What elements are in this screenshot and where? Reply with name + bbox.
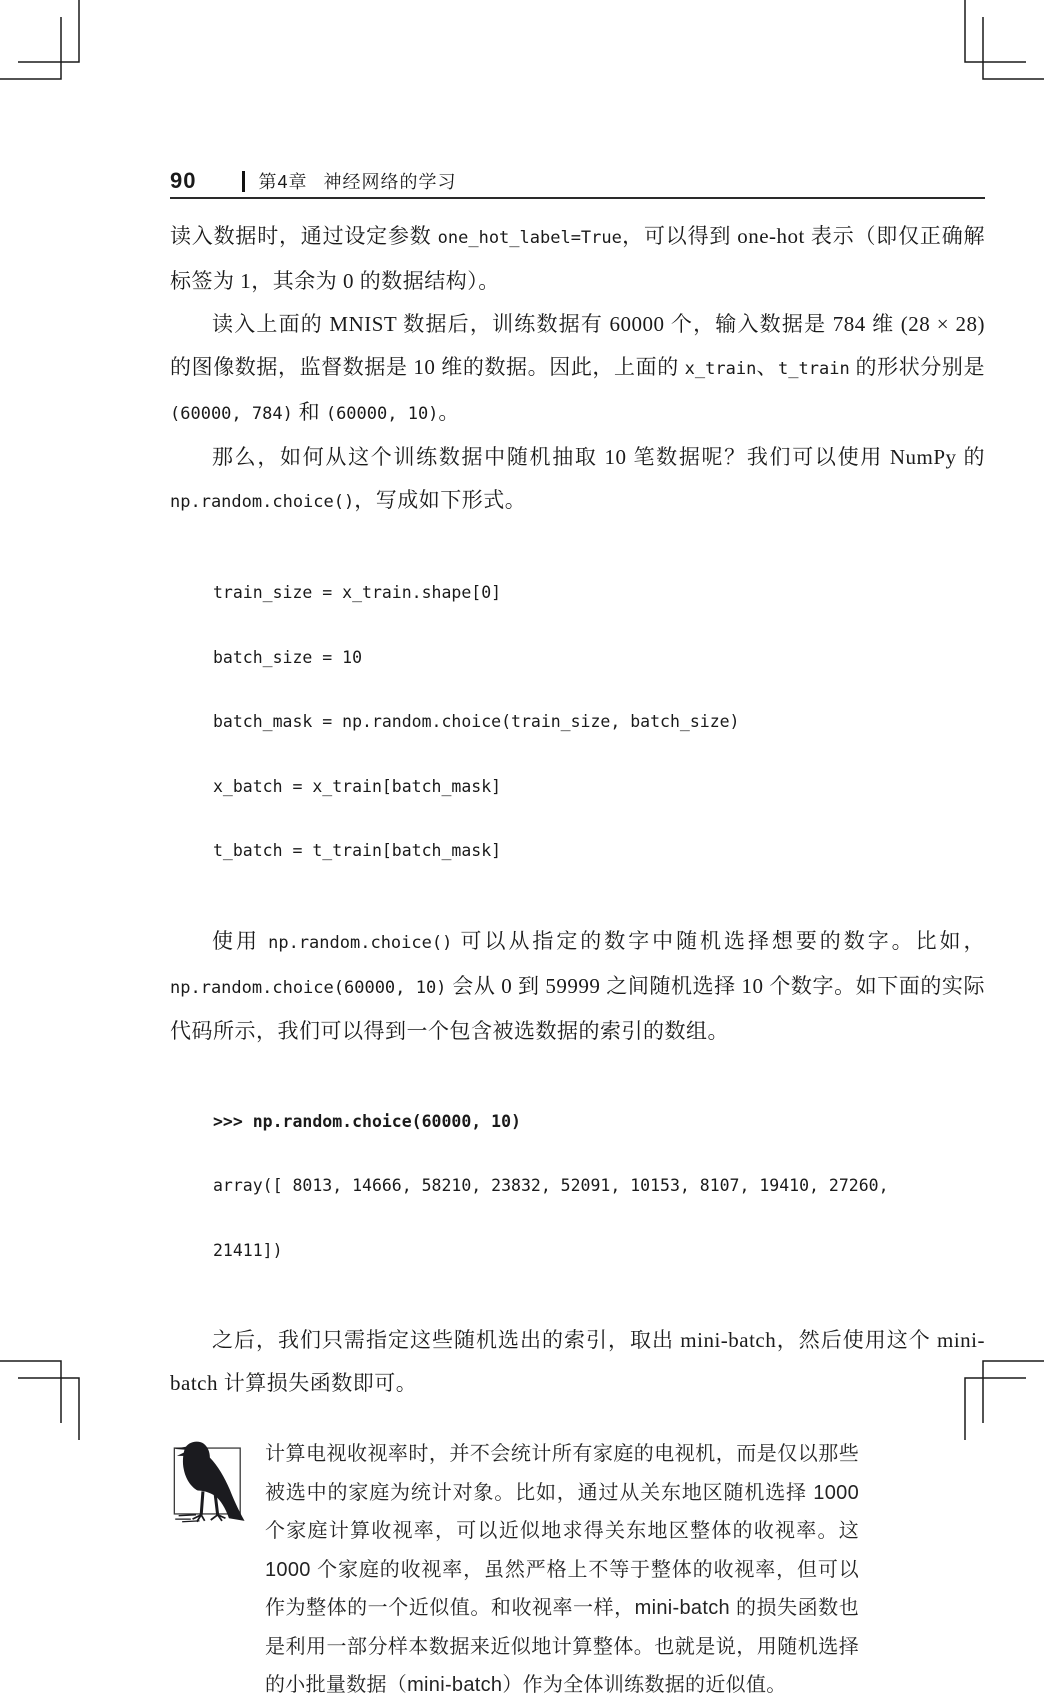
text-run: 读入上面的 MNIST 数据后，训练数据有 60000 个，输入数据是 784 维 (28 × 28) 的图像数据，监督数据是 10 维的数据。因此，上面的 [170, 312, 985, 379]
note-text: 计算电视收视率时，并不会统计所有家庭的电视机，而是仅以那些被选中的家庭为统计对象。比如，通过从关东地区随机选择 1000 个家庭计算收视率，可以近似地求得关东地区整体的收视率。这 1000 个家庭的收视率，虽然严格上不等于整体的收视率，但可以作为整体的一个近似值。和收视率一样，mini-batch 的损失函数也是利用一部分样本数据来近似地计算整体。也就是说，用随机选择的小批量数据（mini-batch）作为全体训练数据的近似值。 [265, 1443, 859, 1696]
crop-mark-top-right-inner [983, 17, 1044, 79]
inline-code: np.random.choice() [268, 932, 453, 953]
code-block-minibatch [213, 539, 985, 905]
text-run: 读入数据时，通过设定参数 [170, 224, 438, 248]
inline-code: np.random.choice(60000, 10) [170, 977, 447, 998]
text-run: 那么，如何从这个训练数据中随机抽取 10 笔数据呢？我们可以使用 NumPy 的 [212, 445, 985, 469]
inline-code: x_train [684, 359, 757, 379]
paragraph-mnist-shape [170, 303, 985, 436]
text-run: ，可以得到 one-hot 表示（即仅正确解标签为 1，其余为 0 的数据结构）。 [170, 224, 986, 293]
paragraph-one-hot [170, 215, 985, 303]
inline-code: np.random.choice() [170, 492, 355, 512]
text-run: 会从 0 到 59999 之间随机选择 10 个数字。如下面的实际代码所示，我们可以得到一个包含被选数据的索引的数组。 [170, 973, 986, 1043]
code-line: train_size = x_train.shape[0] [213, 583, 502, 602]
page-header [170, 168, 985, 194]
crop-mark-top-left-outer [18, 0, 79, 62]
crop-mark-bottom-left-outer [18, 1378, 79, 1440]
text-run: 。 [438, 400, 460, 424]
chapter-title: 神经网络的学习 [323, 172, 457, 192]
header-divider [242, 171, 245, 192]
header-rule [170, 197, 985, 199]
crow-icon [170, 1435, 248, 1527]
text-run: 可以从指定的数字中随机选择想要的数字。比如， [452, 928, 986, 953]
code-line-input: >>> np.random.choice(60000, 10) [213, 1111, 521, 1131]
text-run: ，写成如下形式。 [354, 488, 527, 512]
crop-mark-top-left-inner [0, 17, 61, 79]
text-run: 、 [756, 355, 779, 379]
crop-mark-bottom-left-inner [0, 1361, 61, 1423]
code-line: batch_mask = np.random.choice(train_size, batch_size) [213, 712, 740, 731]
code-line-output: array([ 8013, 14666, 58210, 23832, 52091, 10153, 8107, 19410, 27260, [213, 1176, 889, 1195]
paragraph-random-choice-usage [170, 920, 985, 1053]
code-line: batch_size = 10 [213, 647, 363, 667]
paragraph-minibatch-loss [170, 1319, 985, 1405]
inline-code: (60000, 784) [170, 404, 293, 424]
code-line: t_batch = t_train[batch_mask] [213, 841, 502, 860]
chapter-number: 第4章 [258, 172, 308, 192]
page-number: 90 [170, 168, 197, 193]
note-box [170, 1435, 985, 1705]
page-content [170, 168, 985, 1705]
code-line: x_batch = x_train[batch_mask] [213, 776, 502, 796]
paragraph-random-choice-intro [170, 436, 985, 524]
code-block-repl [213, 1068, 985, 1305]
crop-mark-bottom-right-inner [983, 1361, 1044, 1423]
inline-code: one_hot_label=True [437, 228, 622, 248]
text-run: 使用 [212, 928, 269, 953]
text-run: 之后，我们只需指定这些随机选出的索引，取出 mini-batch，然后使用这个 mini-batch 计算损失函数即可。 [170, 1328, 985, 1395]
inline-code: (60000, 10) [325, 404, 439, 424]
text-run: 和 [292, 400, 326, 424]
code-line-output: 21411]) [213, 1240, 283, 1260]
inline-code: t_train [778, 359, 850, 379]
text-run: 的形状分别是 [849, 355, 986, 379]
crop-mark-top-right-outer [965, 0, 1026, 62]
